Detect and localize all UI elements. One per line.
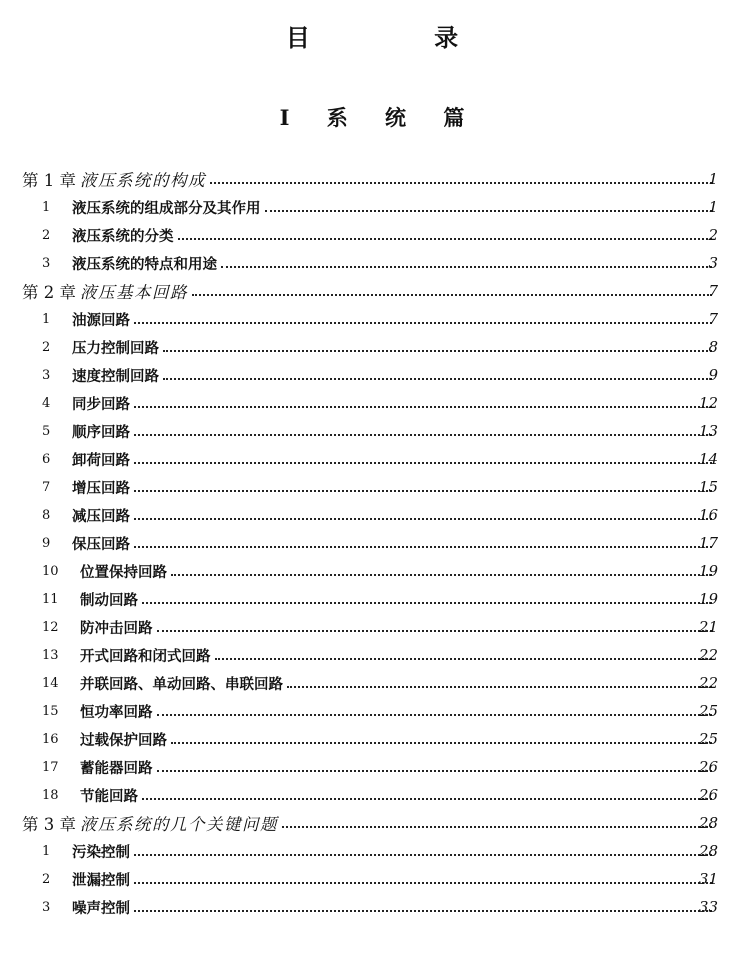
toc-section-entry[interactable] [0,781,744,809]
entry-page-number: 22 [698,674,718,692]
entry-page-number: 26 [698,758,718,776]
entry-number: 1 [42,199,51,215]
entry-page-number: 28 [698,814,718,832]
entry-title: 保压回路 [72,535,130,553]
toc-section-entry[interactable] [0,613,744,641]
entry-title: 泄漏控制 [72,871,130,889]
entry-page-number: 21 [698,618,718,636]
entry-number: 1 [42,843,51,859]
dot-leader [178,238,713,240]
dot-leader [221,266,712,268]
toc-section-entry[interactable] [0,865,744,893]
dot-leader [171,742,712,744]
entry-page-number: 31 [698,870,718,888]
entry-title: 同步回路 [72,395,130,413]
entry-title: 液压系统的构成 [80,171,206,190]
entry-number: 14 [42,675,59,691]
entry-page-number: 25 [698,702,718,720]
dot-leader [287,686,712,688]
entry-title: 顺序回路 [72,423,130,441]
entry-page-number: 19 [698,562,718,580]
toc-section-entry[interactable] [0,417,744,445]
entry-number: 15 [42,703,59,719]
entry-title: 卸荷回路 [72,451,130,469]
dot-leader [134,434,712,436]
entry-title: 液压系统的特点和用途 [72,255,217,273]
dot-leader [163,350,712,352]
entry-number: 3 [42,367,51,383]
entry-number: 13 [42,647,59,663]
toc-title: 目 录 [285,23,517,52]
entry-page-number: 15 [698,478,718,496]
entry-number: 16 [42,731,59,747]
entry-number: 第 1 章 [22,171,76,190]
toc-section-entry[interactable] [0,585,744,613]
dot-leader [134,322,712,324]
entry-title: 污染控制 [72,843,130,861]
toc-section-entry[interactable] [0,249,744,277]
entry-page-number: 22 [698,646,718,664]
entry-page-number: 14 [698,450,718,468]
entry-page-number: 33 [698,898,718,916]
entry-page-number: 9 [708,366,718,384]
toc-section-entry[interactable] [0,445,744,473]
dot-leader [282,826,712,828]
toc-section-entry[interactable] [0,221,744,249]
entry-title: 蓄能器回路 [80,759,153,777]
toc-section-entry[interactable] [0,837,744,865]
entry-title: 噪声控制 [72,899,130,917]
entry-number: 10 [42,563,59,579]
toc-section-entry[interactable] [0,501,744,529]
toc-list [0,165,744,921]
entry-title: 并联回路、单动回路、串联回路 [80,675,283,693]
dot-leader [157,770,713,772]
entry-title: 液压基本回路 [80,283,188,302]
entry-number: 7 [42,479,51,495]
dot-leader [265,210,713,212]
entry-number: 17 [42,759,59,775]
dot-leader [134,910,712,912]
entry-number: 5 [42,423,51,439]
entry-page-number: 1 [708,198,718,216]
dot-leader [134,462,712,464]
toc-section-entry[interactable] [0,893,744,921]
entry-number: 9 [42,535,51,551]
entry-number: 3 [42,899,51,915]
entry-title: 位置保持回路 [80,563,167,581]
dot-leader [134,518,712,520]
entry-page-number: 3 [708,254,718,272]
toc-section-entry[interactable] [0,305,744,333]
dot-leader [134,882,712,884]
entry-title: 增压回路 [72,479,130,497]
toc-chapter-entry[interactable] [0,809,744,837]
entry-title: 液压系统的几个关键问题 [80,815,278,834]
entry-number: 11 [42,591,59,607]
entry-number: 3 [42,255,51,271]
entry-page-number: 25 [698,730,718,748]
toc-section-entry[interactable] [0,333,744,361]
part-title: I 系 统 篇 [279,105,480,130]
dot-leader [134,546,712,548]
entry-number: 第 3 章 [22,815,76,834]
entry-page-number: 19 [698,590,718,608]
entry-number: 1 [42,311,51,327]
toc-section-entry[interactable] [0,697,744,725]
dot-leader [142,602,712,604]
entry-title: 速度控制回路 [72,367,159,385]
dot-leader [215,658,713,660]
entry-title: 液压系统的分类 [72,227,174,245]
entry-title: 压力控制回路 [72,339,159,357]
entry-page-number: 26 [698,786,718,804]
entry-number: 18 [42,787,59,803]
entry-number: 第 2 章 [22,283,76,302]
dot-leader [163,378,712,380]
entry-number: 8 [42,507,51,523]
dot-leader [171,574,712,576]
toc-section-entry[interactable] [0,473,744,501]
entry-title: 恒功率回路 [80,703,153,721]
toc-section-entry[interactable] [0,193,744,221]
toc-section-entry[interactable] [0,725,744,753]
entry-number: 2 [42,871,51,887]
entry-page-number: 16 [698,506,718,524]
dot-leader [142,798,712,800]
entry-page-number: 2 [708,226,718,244]
entry-page-number: 1 [708,170,718,188]
entry-title: 过载保护回路 [80,731,167,749]
entry-number: 2 [42,339,51,355]
dot-leader [192,294,712,296]
entry-title: 液压系统的组成部分及其作用 [72,199,261,217]
toc-section-entry[interactable] [0,389,744,417]
entry-title: 开式回路和闭式回路 [80,647,211,665]
entry-title: 油源回路 [72,311,130,329]
entry-number: 2 [42,227,51,243]
dot-leader [210,182,712,184]
toc-chapter-entry[interactable] [0,165,744,193]
entry-page-number: 7 [708,282,718,300]
entry-page-number: 13 [698,422,718,440]
entry-number: 12 [42,619,59,635]
entry-page-number: 7 [708,310,718,328]
dot-leader [157,714,713,716]
entry-title: 制动回路 [80,591,138,609]
toc-section-entry[interactable] [0,361,744,389]
entry-page-number: 17 [698,534,718,552]
toc-section-entry[interactable] [0,557,744,585]
dot-leader [134,406,712,408]
toc-section-entry[interactable] [0,641,744,669]
toc-section-entry[interactable] [0,669,744,697]
toc-chapter-entry[interactable] [0,277,744,305]
entry-title: 防冲击回路 [80,619,153,637]
entry-page-number: 28 [698,842,718,860]
toc-section-entry[interactable] [0,753,744,781]
entry-page-number: 8 [708,338,718,356]
entry-number: 4 [42,395,51,411]
entry-number: 6 [42,451,51,467]
entry-title: 节能回路 [80,787,138,805]
dot-leader [157,630,713,632]
toc-section-entry[interactable] [0,529,744,557]
entry-page-number: 12 [698,394,718,412]
dot-leader [134,490,712,492]
entry-title: 减压回路 [72,507,130,525]
dot-leader [134,854,712,856]
